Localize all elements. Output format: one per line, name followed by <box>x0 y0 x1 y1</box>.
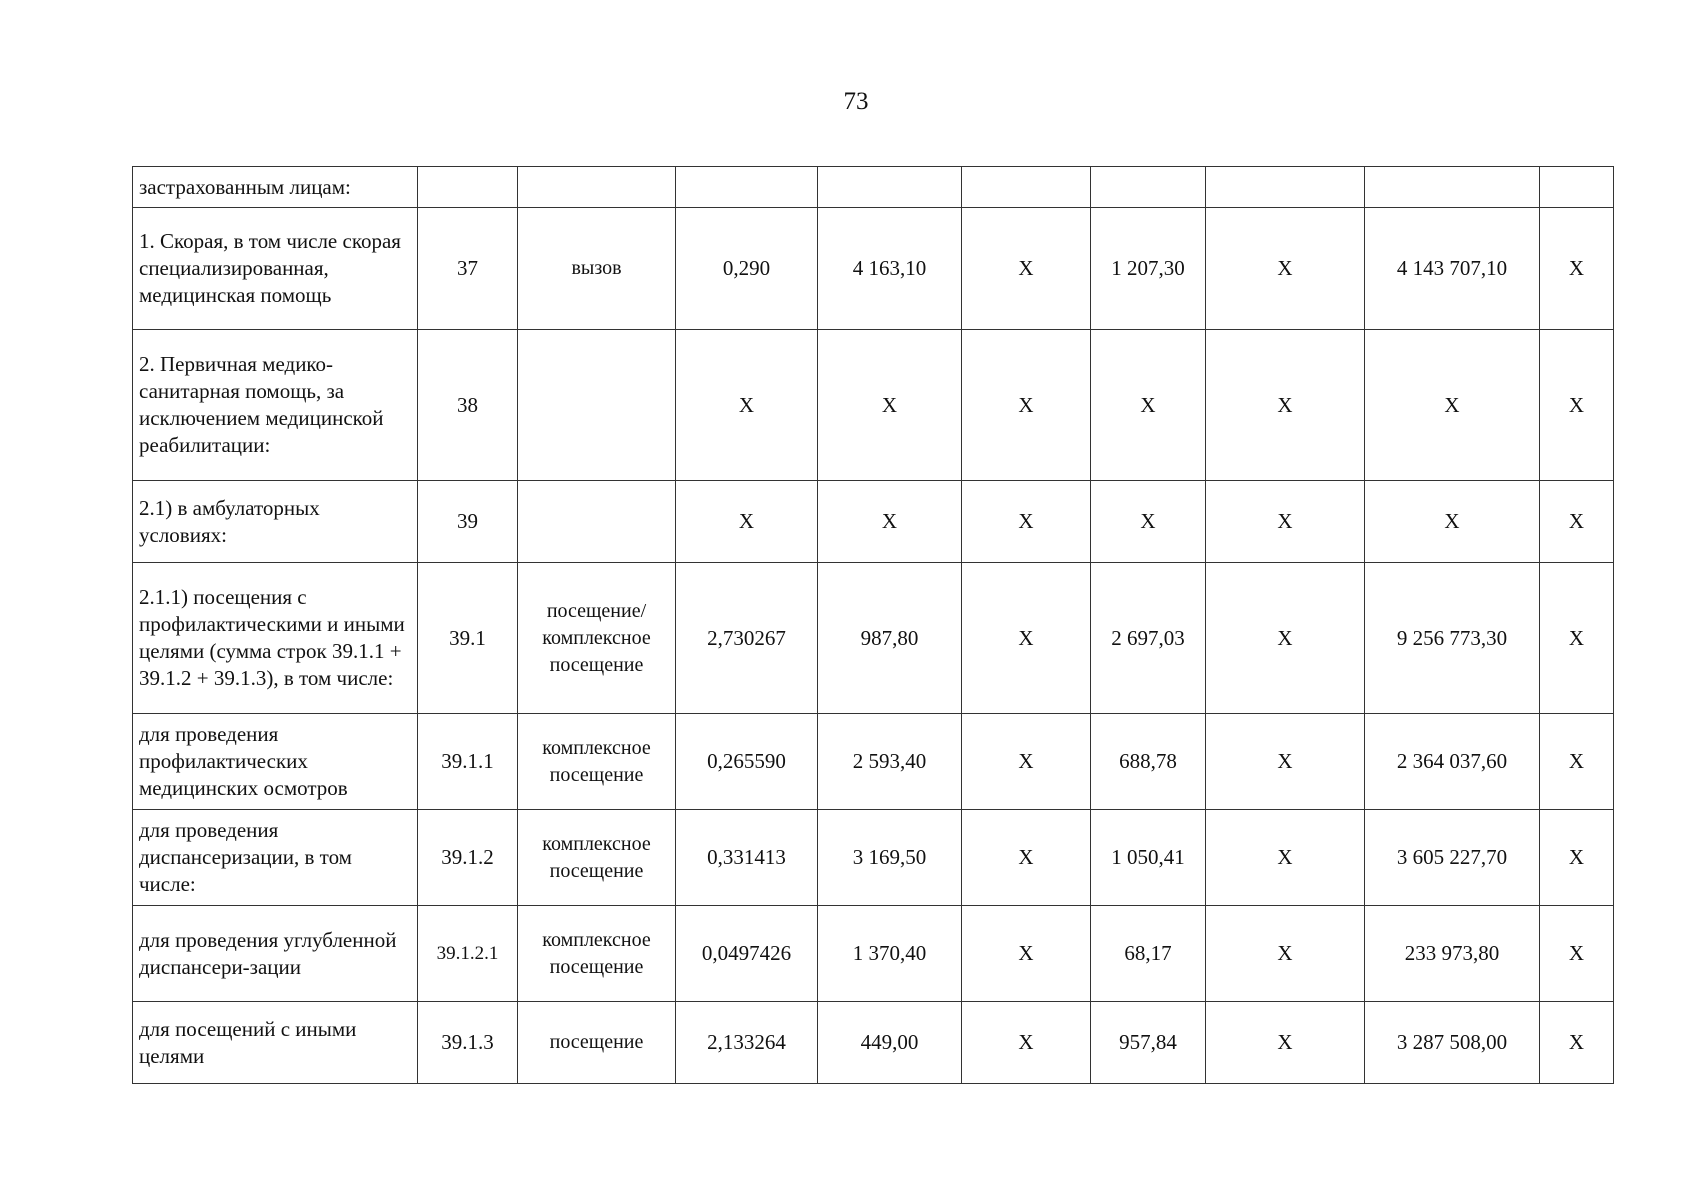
row-value-cell: 957,84 <box>1091 1002 1206 1084</box>
row-value-cell: 4 163,10 <box>818 208 962 330</box>
row-name-cell: для проведения профилактических медицинских осмотров <box>133 714 418 810</box>
row-value-cell <box>962 167 1091 208</box>
row-value-cell: Х <box>962 906 1091 1002</box>
table-body <box>133 167 1614 1084</box>
row-value-cell: Х <box>962 481 1091 563</box>
row-unit-cell: комплексное посещение <box>518 906 676 1002</box>
row-value-cell: Х <box>962 1002 1091 1084</box>
row-unit-cell: посещение/ комплексное посещение <box>518 563 676 714</box>
row-value-cell: Х <box>1540 810 1614 906</box>
row-value-cell <box>818 167 962 208</box>
row-value-cell: Х <box>676 481 818 563</box>
row-value-cell: 2,133264 <box>676 1002 818 1084</box>
table-row <box>133 208 1614 330</box>
row-name-cell: для посещений с иными целями <box>133 1002 418 1084</box>
row-value-cell: 1 050,41 <box>1091 810 1206 906</box>
row-unit-cell <box>518 167 676 208</box>
row-value-cell: Х <box>1206 1002 1365 1084</box>
table-row <box>133 167 1614 208</box>
table-row <box>133 906 1614 1002</box>
row-value-cell: Х <box>1365 330 1540 481</box>
row-unit-cell: комплексное посещение <box>518 810 676 906</box>
row-unit-cell: вызов <box>518 208 676 330</box>
row-unit-cell <box>518 481 676 563</box>
row-value-cell: Х <box>1206 810 1365 906</box>
table-row <box>133 714 1614 810</box>
data-table <box>132 166 1614 1084</box>
row-value-cell: Х <box>818 330 962 481</box>
row-value-cell: Х <box>1206 330 1365 481</box>
page-number: 73 <box>843 88 869 115</box>
table-row <box>133 810 1614 906</box>
row-value-cell: Х <box>962 810 1091 906</box>
row-value-cell: 1 207,30 <box>1091 208 1206 330</box>
row-code-cell: 39.1.1 <box>418 714 518 810</box>
row-code-cell: 39.1.2 <box>418 810 518 906</box>
row-value-cell: Х <box>1540 906 1614 1002</box>
row-value-cell: Х <box>1206 481 1365 563</box>
row-value-cell: Х <box>1540 714 1614 810</box>
row-value-cell: 0,290 <box>676 208 818 330</box>
row-code-cell: 39.1.3 <box>418 1002 518 1084</box>
row-name-cell: 2. Первичная медико-санитарная помощь, за исключением медицинской реабилитации: <box>133 330 418 481</box>
row-value-cell: 2 593,40 <box>818 714 962 810</box>
row-code-cell: 37 <box>418 208 518 330</box>
row-value-cell: 68,17 <box>1091 906 1206 1002</box>
row-value-cell: Х <box>676 330 818 481</box>
row-value-cell: 2 697,03 <box>1091 563 1206 714</box>
row-code-cell: 39.1.2.1 <box>418 906 518 1002</box>
row-value-cell <box>1365 167 1540 208</box>
row-value-cell: Х <box>1540 330 1614 481</box>
table-row <box>133 1002 1614 1084</box>
row-value-cell: Х <box>1206 563 1365 714</box>
row-value-cell: Х <box>1540 481 1614 563</box>
row-value-cell: Х <box>962 330 1091 481</box>
row-code-cell: 38 <box>418 330 518 481</box>
row-value-cell: Х <box>1540 1002 1614 1084</box>
row-name-cell: для проведения углубленной диспансери-зации <box>133 906 418 1002</box>
row-name-cell: застрахованным лицам: <box>133 167 418 208</box>
row-value-cell: 987,80 <box>818 563 962 714</box>
row-value-cell: Х <box>1206 906 1365 1002</box>
row-value-cell: 2 364 037,60 <box>1365 714 1540 810</box>
row-value-cell: Х <box>818 481 962 563</box>
row-value-cell: 3 169,50 <box>818 810 962 906</box>
row-code-cell <box>418 167 518 208</box>
row-value-cell: Х <box>962 208 1091 330</box>
row-value-cell <box>1540 167 1614 208</box>
row-value-cell: 449,00 <box>818 1002 962 1084</box>
row-unit-cell <box>518 330 676 481</box>
row-name-cell: 2.1) в амбулаторных условиях: <box>133 481 418 563</box>
row-value-cell: 688,78 <box>1091 714 1206 810</box>
row-value-cell: 1 370,40 <box>818 906 962 1002</box>
row-value-cell: Х <box>1540 563 1614 714</box>
row-value-cell: Х <box>1091 330 1206 481</box>
row-value-cell: 3 605 227,70 <box>1365 810 1540 906</box>
row-value-cell: Х <box>962 563 1091 714</box>
row-value-cell: 0,265590 <box>676 714 818 810</box>
row-value-cell <box>1206 167 1365 208</box>
table-row <box>133 330 1614 481</box>
row-value-cell: 0,0497426 <box>676 906 818 1002</box>
row-unit-cell: комплексное посещение <box>518 714 676 810</box>
row-value-cell: Х <box>1540 208 1614 330</box>
row-value-cell: Х <box>1206 208 1365 330</box>
row-name-cell: 2.1.1) посещения с профилактическими и иными целями (сумма строк 39.1.1 + 39.1.2 + 39.1.3), в том числе: <box>133 563 418 714</box>
row-value-cell: 3 287 508,00 <box>1365 1002 1540 1084</box>
row-name-cell: 1. Скорая, в том числе скорая специализированная, медицинская помощь <box>133 208 418 330</box>
row-code-cell: 39 <box>418 481 518 563</box>
row-value-cell <box>676 167 818 208</box>
row-value-cell: 233 973,80 <box>1365 906 1540 1002</box>
table-row <box>133 481 1614 563</box>
row-value-cell: Х <box>962 714 1091 810</box>
row-value-cell: Х <box>1206 714 1365 810</box>
row-value-cell: 2,730267 <box>676 563 818 714</box>
table-row <box>133 563 1614 714</box>
row-value-cell: 0,331413 <box>676 810 818 906</box>
row-value-cell: 9 256 773,30 <box>1365 563 1540 714</box>
row-value-cell: 4 143 707,10 <box>1365 208 1540 330</box>
row-value-cell: Х <box>1091 481 1206 563</box>
row-value-cell <box>1091 167 1206 208</box>
row-name-cell: для проведения диспансеризации, в том числе: <box>133 810 418 906</box>
row-unit-cell: посещение <box>518 1002 676 1084</box>
row-value-cell: Х <box>1365 481 1540 563</box>
row-code-cell: 39.1 <box>418 563 518 714</box>
